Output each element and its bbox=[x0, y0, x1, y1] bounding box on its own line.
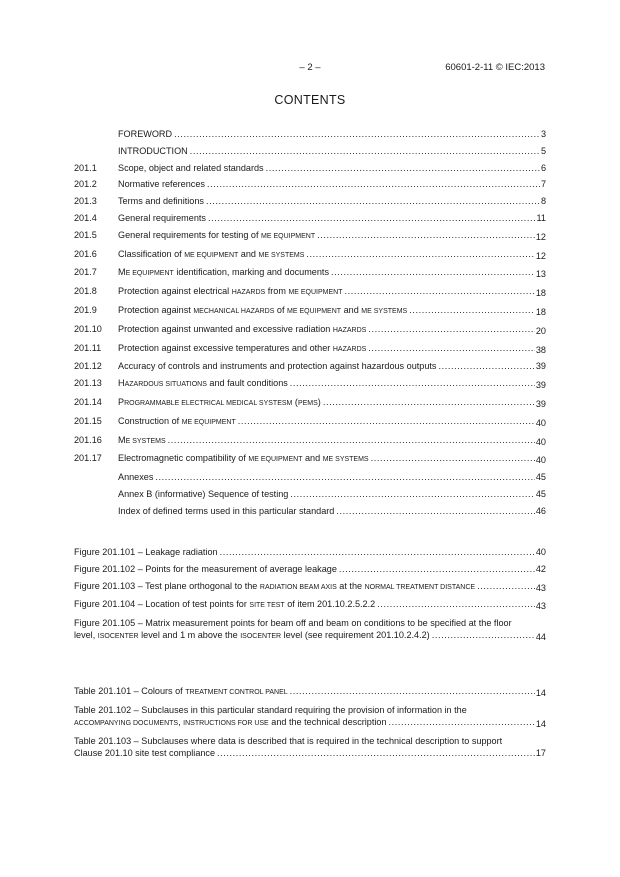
defined-term: ME EQUIPMENT bbox=[184, 251, 239, 259]
toc-sections bbox=[74, 128, 546, 522]
entry-page-number: 12 bbox=[535, 231, 546, 242]
entry-page-number: 40 bbox=[535, 455, 546, 466]
toc-entry[interactable] bbox=[74, 377, 546, 391]
entry-title bbox=[118, 453, 369, 463]
toc-entry[interactable] bbox=[74, 229, 546, 243]
entry-page-number: 43 bbox=[535, 601, 546, 612]
defined-term: E EQUIPMENT bbox=[125, 270, 174, 278]
entry-text: from bbox=[265, 286, 289, 297]
entry-title bbox=[118, 343, 366, 353]
entry-text: Figure 201.104 – Location of test points for bbox=[74, 599, 250, 610]
entry-number: 201.13 bbox=[74, 378, 102, 389]
entry-number: 201.10 bbox=[74, 323, 102, 334]
defined-term: PEMS bbox=[297, 399, 318, 407]
defined-term: HAZARDS bbox=[332, 326, 367, 334]
entry-page-number: 45 bbox=[535, 488, 546, 499]
entry-text: and bbox=[341, 304, 362, 315]
entry-text: INTRODUCTION bbox=[118, 145, 188, 156]
toc-entry[interactable] bbox=[74, 266, 546, 280]
entry-text: Scope, object and related standards bbox=[118, 162, 264, 173]
toc-entry[interactable] bbox=[74, 488, 546, 500]
entry-page-number: 14 bbox=[535, 688, 546, 698]
entry-title bbox=[118, 267, 329, 277]
toc-entry[interactable] bbox=[74, 285, 546, 299]
entry-title bbox=[118, 305, 407, 315]
entry-title bbox=[118, 163, 264, 173]
entry-number: 201.3 bbox=[74, 196, 97, 207]
toc-tables bbox=[74, 685, 546, 763]
entry-text: Annexes bbox=[118, 472, 154, 483]
entry-text: Protection against unwanted and excessive radiation bbox=[118, 323, 333, 334]
entry-page-number: 18 bbox=[535, 306, 546, 317]
entry-text: and bbox=[238, 248, 259, 259]
defined-term: ME EQUIPMENT bbox=[287, 307, 342, 315]
entry-number: 201.15 bbox=[74, 415, 102, 426]
entry-title bbox=[118, 249, 304, 259]
entry-title bbox=[118, 416, 236, 426]
entry-text: M bbox=[118, 434, 126, 445]
defined-term: HAZARDS bbox=[231, 289, 266, 297]
toc-entry[interactable] bbox=[74, 145, 546, 157]
entry-text: Figure 201.105 – Matrix measurement points for beam off and beam on conditions to be specified at the floor level, bbox=[74, 618, 512, 641]
entry-text: level and 1 m above the bbox=[138, 630, 241, 641]
entry-title bbox=[118, 196, 204, 206]
toc-entry[interactable] bbox=[74, 342, 546, 356]
entry-title bbox=[118, 489, 288, 499]
entry-text: Protection against bbox=[118, 304, 194, 315]
entry-text: and the technical description bbox=[268, 716, 387, 727]
toc-entry[interactable] bbox=[74, 452, 546, 466]
entry-number: 201.8 bbox=[74, 286, 97, 297]
entry-page-number: 46 bbox=[535, 505, 546, 516]
defined-term: ACCOMPANYING DOCUMENTS bbox=[74, 719, 179, 727]
defined-term: ISOCENTER bbox=[240, 633, 282, 641]
entry-text: Normative references bbox=[118, 179, 205, 190]
toc-entry[interactable] bbox=[74, 304, 546, 318]
defined-term: NORMAL TREATMENT DISTANCE bbox=[364, 583, 476, 591]
defined-term: ME EQUIPMENT bbox=[181, 418, 236, 426]
entry-page-number: 14 bbox=[535, 718, 546, 729]
defined-term: ME EQUIPMENT bbox=[288, 289, 343, 297]
entry-title bbox=[118, 361, 436, 371]
entry-title bbox=[118, 129, 172, 139]
entry-number: 201.5 bbox=[74, 229, 97, 240]
entry-text: at the bbox=[336, 580, 365, 591]
entry-title bbox=[74, 686, 288, 696]
entry-title bbox=[118, 397, 321, 407]
entry-page-number: 8 bbox=[540, 196, 546, 207]
entry-page-number: 3 bbox=[540, 129, 546, 139]
entry-page-number: 6 bbox=[540, 162, 546, 173]
entry-text: identification, marking and documents bbox=[173, 267, 329, 278]
entry-text: Construction of bbox=[118, 415, 182, 426]
entry-page-number: 39 bbox=[535, 361, 546, 372]
entry-text: Classification of bbox=[118, 248, 185, 259]
defined-term: TREATMENT CONTROL PANEL bbox=[185, 689, 288, 696]
entry-text: level (see requirement 201.10.2.4.2) bbox=[281, 630, 430, 641]
defined-term: ME SYSTEMS bbox=[361, 307, 408, 315]
entry-number: 201.12 bbox=[74, 361, 102, 372]
toc-figures bbox=[74, 546, 546, 648]
entry-page-number: 11 bbox=[536, 212, 546, 223]
figure-entry[interactable] bbox=[74, 563, 546, 575]
entry-text: of item 201.10.2.5.2.2 bbox=[284, 599, 376, 610]
defined-term: MECHANICAL HAZARDS bbox=[193, 307, 275, 315]
figure-entry[interactable] bbox=[74, 598, 546, 612]
document-reference: 60601-2-11 © IEC:2013 bbox=[445, 62, 545, 73]
entry-page-number: 39 bbox=[535, 398, 546, 409]
entry-number: 201.14 bbox=[74, 396, 102, 407]
entry-title bbox=[118, 324, 366, 334]
entry-number: 201.4 bbox=[74, 212, 97, 223]
entry-text: Figure 201.102 – Points for the measurement of average leakage bbox=[74, 563, 337, 574]
entry-page-number: 43 bbox=[535, 582, 546, 593]
entry-page-number: 44 bbox=[535, 632, 546, 643]
figure-entry[interactable] bbox=[74, 580, 546, 594]
figure-entry[interactable] bbox=[74, 617, 546, 643]
entry-title bbox=[118, 179, 205, 189]
entry-text: Protection against electrical bbox=[118, 286, 232, 297]
entry-title bbox=[118, 378, 288, 388]
defined-term: ME SYSTEMS bbox=[322, 456, 369, 464]
entry-number: 201.6 bbox=[74, 248, 97, 259]
toc-entry[interactable] bbox=[74, 162, 546, 174]
entry-page-number: 17 bbox=[535, 747, 546, 758]
figure-entry[interactable] bbox=[74, 546, 546, 558]
entry-title bbox=[74, 736, 502, 758]
entry-page-number: 12 bbox=[535, 250, 546, 261]
defined-term: ME EQUIPMENT bbox=[261, 232, 316, 240]
toc-entry[interactable] bbox=[74, 396, 546, 410]
toc-entry[interactable] bbox=[74, 471, 546, 483]
entry-text: Figure 201.103 – Test plane orthogonal to the bbox=[74, 580, 260, 591]
entry-page-number: 45 bbox=[535, 472, 546, 483]
entry-title bbox=[118, 146, 188, 156]
entry-text: Terms and definitions bbox=[118, 196, 204, 207]
defined-term: AZARDOUS SITUATIONS bbox=[124, 381, 207, 389]
entry-title bbox=[118, 506, 334, 516]
entry-text: Table 201.101 – Colours of bbox=[74, 686, 186, 696]
defined-term: ME SYSTEMS bbox=[258, 251, 305, 259]
entry-title bbox=[118, 472, 153, 482]
entry-page-number: 40 bbox=[535, 547, 546, 557]
entry-number: 201.16 bbox=[74, 434, 102, 445]
entry-title bbox=[74, 547, 218, 557]
defined-term: INSTRUCTIONS FOR USE bbox=[183, 719, 269, 727]
defined-term: SITE TEST bbox=[249, 602, 285, 610]
entry-number: 201.11 bbox=[74, 342, 102, 353]
entry-text: ( bbox=[292, 396, 298, 407]
page-number: – 2 – bbox=[299, 62, 321, 73]
entry-title bbox=[118, 286, 343, 296]
table-entry[interactable] bbox=[74, 735, 546, 759]
toc-entry[interactable] bbox=[74, 128, 546, 140]
entry-text: Protection against excessive temperatures and other bbox=[118, 342, 333, 353]
entry-number: 201.7 bbox=[74, 267, 97, 278]
toc-entry[interactable] bbox=[74, 248, 546, 262]
entry-page-number: 40 bbox=[535, 417, 546, 428]
entry-text: of bbox=[274, 304, 287, 315]
entry-title bbox=[74, 599, 375, 609]
entry-number: 201.1 bbox=[74, 162, 97, 173]
table-entry[interactable] bbox=[74, 685, 546, 699]
entry-page-number: 20 bbox=[535, 325, 546, 336]
defined-term: ROGRAMMABLE ELECTRICAL MEDICAL SYSTESM bbox=[124, 399, 293, 407]
entry-text: , bbox=[178, 716, 184, 727]
entry-page-number: 42 bbox=[535, 563, 546, 574]
entry-text: Index of defined terms used in this particular standard bbox=[118, 505, 335, 516]
entry-text: Figure 201.101 – Leakage radiation bbox=[74, 547, 218, 557]
entry-page-number: 13 bbox=[535, 269, 546, 280]
entry-text: ) bbox=[317, 396, 321, 407]
entry-title bbox=[118, 230, 315, 240]
entry-page-number: 7 bbox=[540, 179, 546, 190]
entry-page-number: 5 bbox=[540, 145, 546, 156]
toc-entry[interactable] bbox=[74, 178, 546, 190]
toc-entry[interactable] bbox=[74, 323, 546, 337]
toc-entry[interactable] bbox=[74, 415, 546, 429]
entry-text: FOREWORD bbox=[118, 129, 173, 139]
entry-title bbox=[74, 705, 467, 727]
entry-text: Annex B (informative) Sequence of testing bbox=[118, 488, 289, 499]
entry-number: 201.2 bbox=[74, 179, 97, 190]
entry-text: and fault conditions bbox=[206, 378, 288, 389]
entry-page-number: 39 bbox=[535, 380, 546, 391]
toc-entry[interactable] bbox=[74, 505, 546, 517]
toc-entry[interactable] bbox=[74, 434, 546, 448]
contents-title: CONTENTS bbox=[274, 93, 346, 107]
defined-term: RADIATION BEAM AXIS bbox=[259, 583, 337, 591]
entry-title bbox=[74, 564, 337, 574]
defined-term: ISOCENTER bbox=[97, 633, 139, 641]
entry-number: 201.17 bbox=[74, 453, 102, 464]
toc-entry[interactable] bbox=[74, 195, 546, 207]
entry-title bbox=[118, 435, 166, 445]
toc-entry[interactable] bbox=[74, 212, 546, 224]
entry-text: General requirements for testing of bbox=[118, 229, 262, 240]
entry-text: Table 201.102 – Subclauses in this particular standard requiring the provision of information in the bbox=[74, 704, 467, 715]
defined-term: HAZARDS bbox=[332, 345, 367, 353]
entry-number: 201.9 bbox=[74, 304, 97, 315]
entry-text: Electromagnetic compatibility of bbox=[118, 453, 249, 464]
entry-text: P bbox=[118, 396, 125, 407]
entry-title bbox=[74, 581, 475, 591]
entry-text: Accuracy of controls and instruments and protection against hazardous outputs bbox=[118, 361, 437, 372]
entry-page-number: 18 bbox=[535, 288, 546, 299]
entry-text: General requirements bbox=[118, 212, 206, 223]
table-entry[interactable] bbox=[74, 704, 546, 730]
entry-text: M bbox=[118, 267, 126, 278]
defined-term: E SYSTEMS bbox=[125, 437, 166, 445]
entry-text: H bbox=[118, 378, 125, 389]
defined-term: ME EQUIPMENT bbox=[248, 456, 303, 464]
entry-title bbox=[74, 618, 512, 640]
entry-text: Table 201.103 – Subclauses where data is described that is required in the technical description to support Clause 201.10 site test compliance bbox=[74, 735, 503, 758]
entry-page-number: 38 bbox=[535, 344, 546, 355]
entry-title bbox=[118, 213, 206, 223]
entry-text: and bbox=[302, 453, 323, 464]
toc-entry[interactable] bbox=[74, 360, 546, 372]
entry-page-number: 40 bbox=[535, 436, 546, 447]
